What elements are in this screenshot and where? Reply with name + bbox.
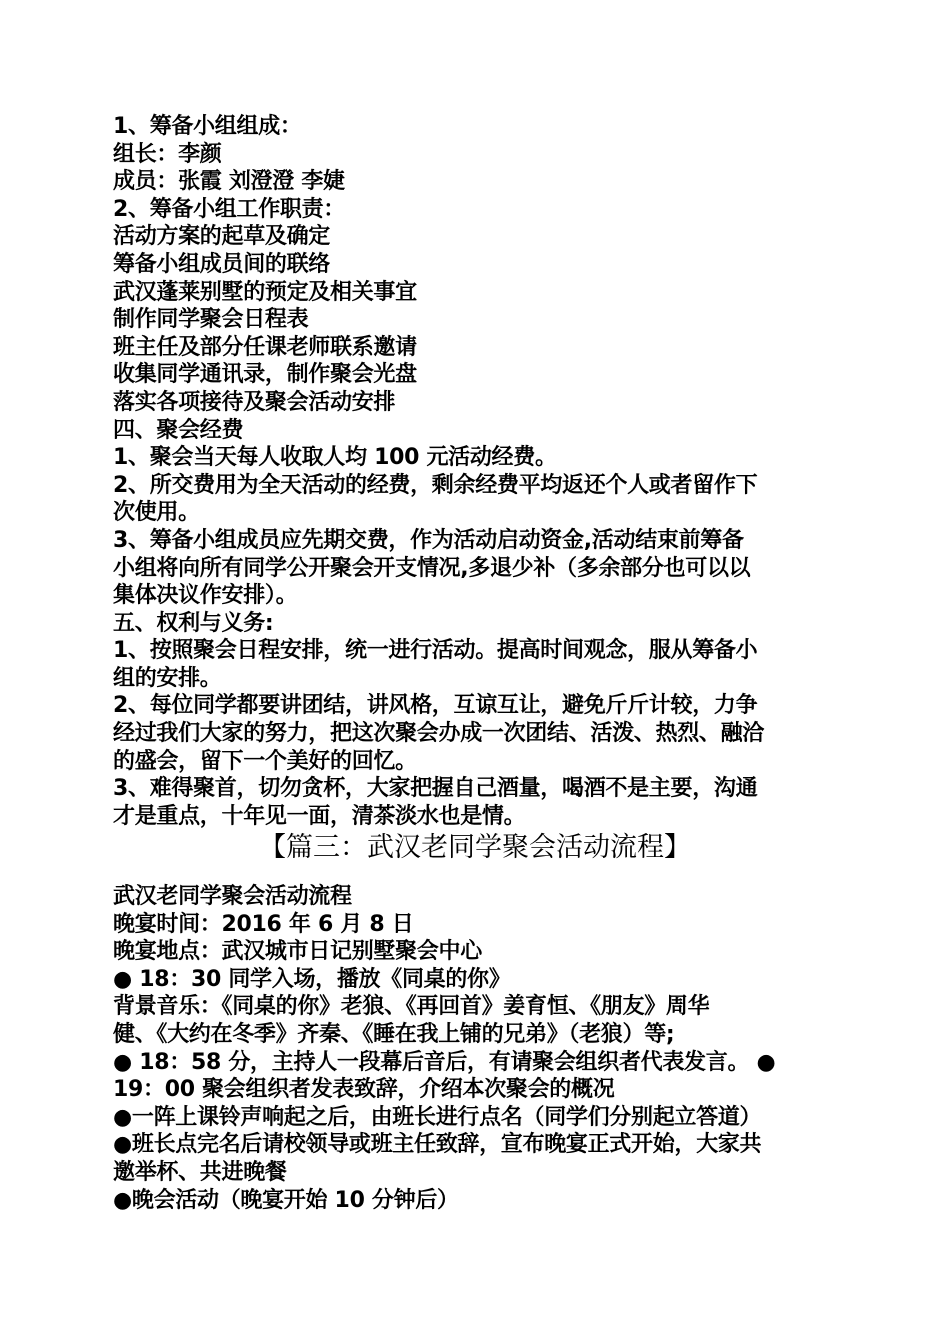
text-line: 3、难得聚首，切勿贪杯，大家把握自己酒量，喝酒不是主要，沟通 xyxy=(113,776,758,802)
text-line: 2、筹备小组工作职责： xyxy=(113,196,346,222)
text-line: 收集同学通讯录，制作聚会光盘 xyxy=(113,362,417,388)
text-line: 背景音乐：《同桌的你》老狼、《再回首》姜育恒、《朋友》周华 xyxy=(113,994,710,1020)
text-line: 班主任及部分任课老师联系邀请 xyxy=(113,334,417,360)
text-line: 组长：李颜 xyxy=(113,141,222,167)
text-line: 健、《大约在冬季》齐秦、《睡在我上铺的兄弟》（老狼）等; xyxy=(113,1021,675,1047)
text-line: ●一阵上课铃声响起之后，由班长进行点名（同学们分别起立答道） xyxy=(113,1104,762,1130)
text-line: 筹备小组成员间的联络 xyxy=(113,251,331,277)
text-line: 1、按照聚会日程安排，统一进行活动。提高时间观念，服从筹备小 xyxy=(113,638,758,664)
text-line: ●晚会活动（晚宴开始 10 分钟后） xyxy=(113,1187,459,1213)
text-line: 小组将向所有同学公开聚会开支情况,多退少补（多余部分也可以以 xyxy=(113,555,751,581)
text-line: 19：00 聚会组织者发表致辞，介绍本次聚会的概况 xyxy=(113,1077,615,1103)
text-line: 晚宴时间：2016 年 6 月 8 日 xyxy=(113,911,414,937)
text-line: ●班长点完名后请校领导或班主任致辞，宣布晚宴正式开始，大家共 xyxy=(113,1132,762,1158)
text-line: 成员：张霞 刘澄澄 李婕 xyxy=(113,169,345,195)
text-line: 武汉老同学聚会活动流程 xyxy=(113,884,352,909)
text-line: 1、聚会当天每人收取人均 100 元活动经费。 xyxy=(113,445,557,471)
text-line: 的盛会，留下一个美好的回忆。 xyxy=(113,748,417,774)
text-line: 四、聚会经费 xyxy=(113,417,244,443)
text-line: 3、筹备小组成员应先期交费，作为活动启动资金,活动结束前筹备 xyxy=(113,527,744,553)
text-line: 邀举杯、共进晚餐 xyxy=(113,1159,287,1185)
chapter-heading: 【篇三：武汉老同学聚会活动流程】 xyxy=(259,832,691,863)
text-line: ● 18：58 分，主持人一段幕后音后，有请聚会组织者代表发言。 ● xyxy=(113,1049,776,1075)
text-line: 2、所交费用为全天活动的经费，剩余经费平均返还个人或者留作下 xyxy=(113,472,758,498)
text-line: 落实各项接待及聚会活动安排 xyxy=(113,389,396,415)
text-line: 2、每位同学都要讲团结，讲风格，互谅互让，避免斤斤计较，力争 xyxy=(113,693,758,719)
section-organization-and-funds xyxy=(113,113,838,830)
text-line: 集体决议作安排）。 xyxy=(113,583,298,609)
text-line: 制作同学聚会日程表 xyxy=(113,307,309,333)
text-line: 才是重点，十年见一面，清茶淡水也是情。 xyxy=(113,803,526,829)
text-line: ● 18：30 同学入场，播放《同桌的你》 xyxy=(113,966,511,992)
section-event-flow xyxy=(113,883,838,1214)
text-line: 武汉蓬莱别墅的预定及相关事宜 xyxy=(113,279,417,305)
text-line: 组的安排。 xyxy=(113,665,222,691)
text-line: 活动方案的起草及确定 xyxy=(113,224,331,250)
text-line: 1、筹备小组组成： xyxy=(113,114,302,139)
text-line: 晚宴地点：武汉城市日记别墅聚会中心 xyxy=(113,939,482,965)
text-line: 五、权利与义务: xyxy=(113,610,274,636)
text-line: 次使用。 xyxy=(113,500,200,526)
text-line: 经过我们大家的努力，把这次聚会办成一次团结、活泼、热烈、融洽 xyxy=(113,721,765,747)
